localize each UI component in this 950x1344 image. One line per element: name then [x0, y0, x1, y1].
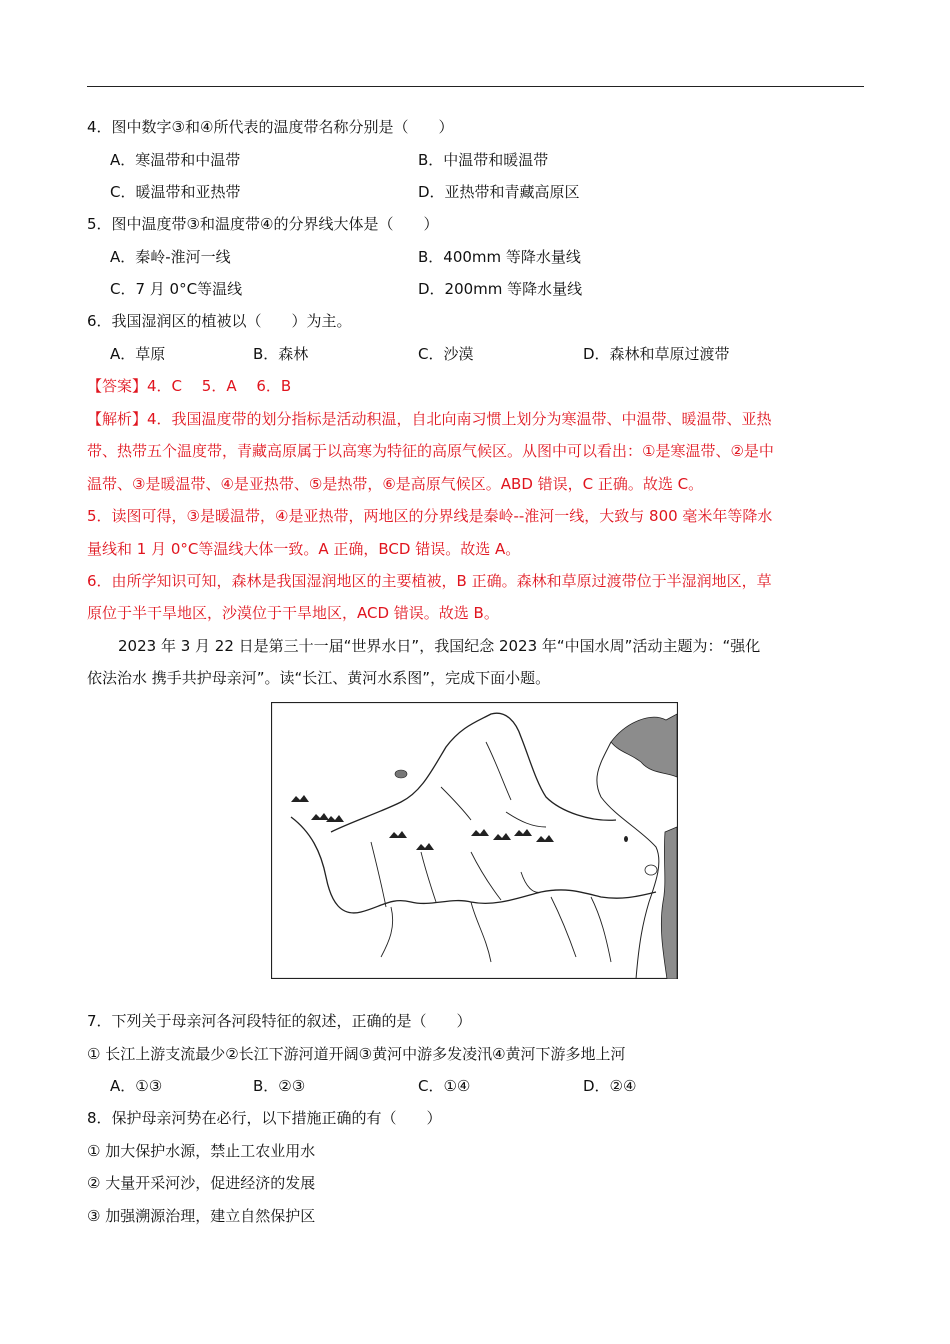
q5-option-d: D．200mm 等降水量线 — [418, 280, 583, 298]
analysis-line-4: 5．读图可得，③是暖温带，④是亚热带，两地区的分界线是秦岭--淮河一线，大致与 800 毫米年等降水 — [87, 507, 773, 525]
intro-line-2: 依法治水 携手共护母亲河”。读“长江、黄河水系图”，完成下面小题。 — [87, 669, 551, 687]
header-rule — [87, 86, 864, 87]
intro-line-1: 2023 年 3 月 22 日是第三十一届“世界水日”，我国纪念 2023 年“中国水周”活动主题为：“强化 — [118, 637, 761, 655]
q5-option-b: B．400mm 等降水量线 — [418, 248, 581, 266]
q5-stem: 5．图中温度带③和温度带④的分界线大体是（ ） — [87, 215, 439, 233]
analysis-line-6: 6．由所学知识可知，森林是我国湿润地区的主要植被，B 正确。森林和草原过渡带位于半湿润地区，草 — [87, 572, 772, 590]
q8-stem: 8．保护母亲河势在必行，以下措施正确的有（ ） — [87, 1109, 442, 1127]
q4-option-a: A．寒温带和中温带 — [110, 151, 241, 169]
q4-option-b: B．中温带和暖温带 — [418, 151, 549, 169]
analysis-line-1: 【解析】4．我国温度带的划分指标是活动积温，自北向南习惯上划分为寒温带、中温带、暖温带、亚热 — [87, 410, 772, 428]
q6-option-c: C．沙漠 — [418, 345, 474, 363]
q6-stem: 6．我国湿润区的植被以（ ）为主。 — [87, 312, 352, 330]
q4-option-d: D．亚热带和青藏高原区 — [418, 183, 580, 201]
q4-option-c: C．暖温带和亚热带 — [110, 183, 241, 201]
river-system-map — [271, 702, 678, 979]
q7-option-d: D．②④ — [583, 1077, 637, 1095]
q7-option-b: B．②③ — [253, 1077, 306, 1095]
analysis-line-2: 带、热带五个温度带，青藏高原属于以高寒为特征的高原气候区。从图中可以看出：①是寒温带、②是中 — [87, 442, 774, 460]
analysis-line-7: 原位于半干旱地区，沙漠位于干旱地区，ACD 错误。故选 B。 — [87, 604, 499, 622]
q7-option-a: A．①③ — [110, 1077, 163, 1095]
q5-option-c: C．7 月 0°C等温线 — [110, 280, 243, 298]
analysis-line-5: 量线和 1 月 0°C等温线大体一致。A 正确，BCD 错误。故选 A。 — [87, 540, 521, 558]
q6-option-d: D．森林和草原过渡带 — [583, 345, 730, 363]
q4-stem: 4．图中数字③和④所代表的温度带名称分别是（ ） — [87, 118, 454, 136]
q7-stem: 7．下列关于母亲河各河段特征的叙述，正确的是（ ） — [87, 1012, 472, 1030]
q7-statements: ① 长江上游支流最少②长江下游河道开阔③黄河中游多发凌汛④黄河下游多地上河 — [87, 1045, 626, 1063]
q8-item-3: ③ 加强溯源治理，建立自然保护区 — [87, 1207, 316, 1225]
answer-line: 【答案】4．C 5．A 6．B — [87, 377, 292, 395]
q8-item-2: ② 大量开采河沙，促进经济的发展 — [87, 1174, 316, 1192]
q5-option-a: A．秦岭-淮河一线 — [110, 248, 231, 266]
q6-option-a: A．草原 — [110, 345, 166, 363]
q7-option-c: C．①④ — [418, 1077, 471, 1095]
q6-option-b: B．森林 — [253, 345, 309, 363]
analysis-line-3: 温带、③是暖温带、④是亚热带、⑤是热带，⑥是高原气候区。ABD 错误，C 正确。故选 C。 — [87, 475, 704, 493]
q8-item-1: ① 加大保护水源，禁止工农业用水 — [87, 1142, 316, 1160]
